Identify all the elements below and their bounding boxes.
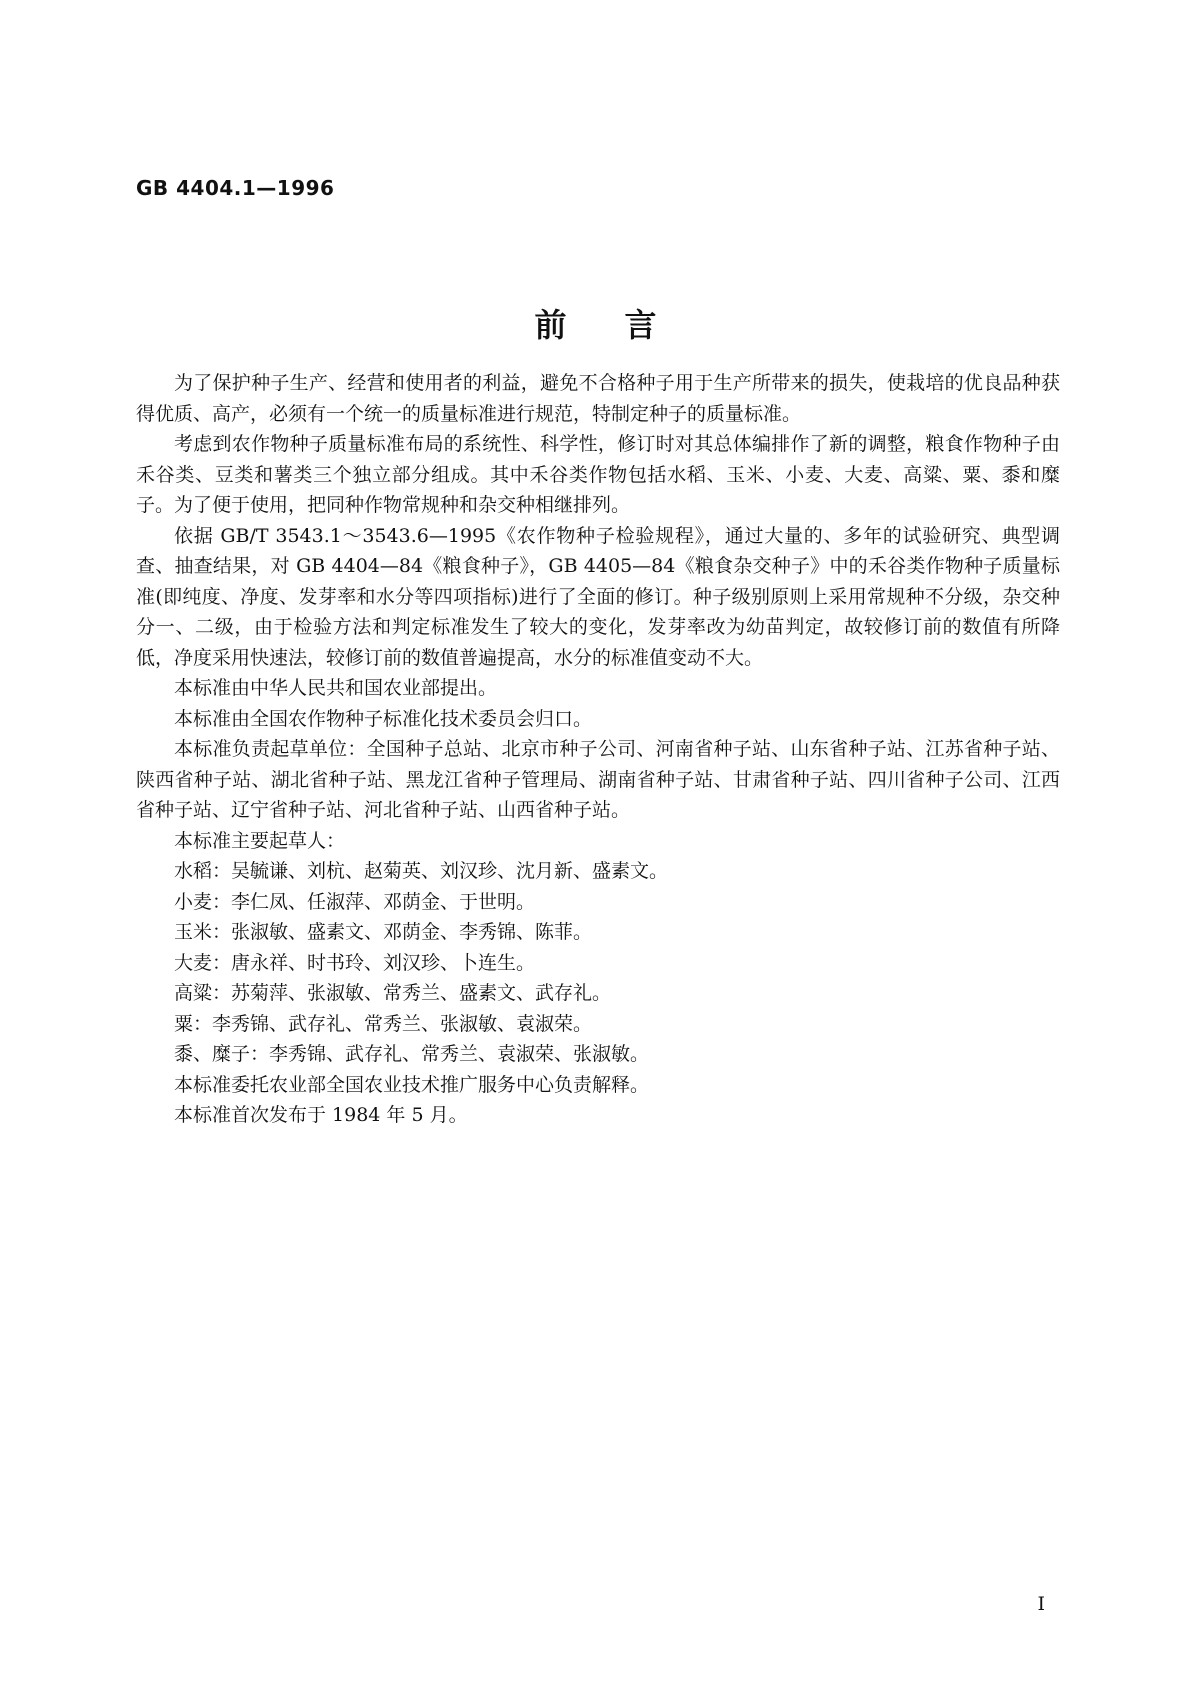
document-body (136, 368, 1060, 1131)
paragraph-purpose: 为了保护种子生产、经营和使用者的利益，避免不合格种子用于生产所带来的损失，使栽培的优良品种获得优质、高产，必须有一个统一的质量标准进行规范，特制定种子的质量标准。 (136, 372, 1060, 425)
paragraph-revision-basis: 依据 GB/T 3543.1～3543.6—1995《农作物种子检验规程》，通过大量的、多年的试验研究、典型调查、抽查结果，对 GB 4404—84《粮食种子》，GB 4405—84《粮食杂交种子》中的禾谷类作物种子质量标准(即纯度、净度、发芽率和水分等四项指标)进行了全面的修订。种子级别原则上采用常规种不分级，杂交种分一、二级，由于检验方法和判定标准发生了较大的变化，发芽率改为幼苗判定，故较修订前的数值有所降低，净度采用快速法，较修订前的数值普遍提高，水分的标准值变动不大。 (136, 524, 1060, 669)
page-title: 前言 (534, 306, 715, 344)
paragraph-interpretation: 本标准委托农业部全国农业技术推广服务中心负责解释。 (174, 1073, 650, 1096)
drafter-sorghum: 高粱：苏菊萍、张淑敏、常秀兰、盛素文、武存礼。 (174, 982, 612, 1004)
drafter-maize: 玉米：张淑敏、盛素文、邓荫金、李秀锦、陈菲。 (174, 921, 593, 943)
standard-number: GB 4404.1—1996 (136, 176, 335, 200)
paragraph-structure: 考虑到农作物种子质量标准布局的系统性、科学性，修订时对其总体编排作了新的调整，粮食作物种子由禾谷类、豆类和薯类三个独立部分组成。其中禾谷类作物包括水稻、玉米、小麦、大麦、高粱、粟、黍和糜子。为了便于使用，把同种作物常规种和杂交种相继排列。 (136, 433, 1060, 516)
paragraph-drafting-units: 本标准负责起草单位：全国种子总站、北京市种子公司、河南省种子站、山东省种子站、江苏省种子站、陕西省种子站、湖北省种子站、黑龙江省种子管理局、湖南省种子站、甘肃省种子站、四川省种子公司、江西省种子站、辽宁省种子站、河北省种子站、山西省种子站。 (136, 738, 1060, 821)
paragraph-proposer: 本标准由中华人民共和国农业部提出。 (174, 677, 498, 699)
paragraph-first-issue: 本标准首次发布于 1984 年 5 月。 (174, 1104, 468, 1126)
drafter-broomcorn-millet: 黍、糜子：李秀锦、武存礼、常秀兰、袁淑荣、张淑敏。 (174, 1043, 650, 1065)
drafters-list (136, 856, 1060, 1070)
paragraph-committee: 本标准由全国农作物种子标准化技术委员会归口。 (174, 707, 593, 730)
page-number: I (1037, 1593, 1045, 1615)
drafter-wheat: 小麦：李仁凤、任淑萍、邓荫金、于世明。 (174, 890, 536, 913)
paragraph-drafters-heading: 本标准主要起草人： (174, 829, 346, 852)
drafter-barley: 大麦：唐永祥、时书玲、刘汉珍、卜连生。 (174, 951, 536, 974)
drafter-rice: 水稻：吴毓谦、刘杭、赵菊英、刘汉珍、沈月新、盛素文。 (174, 860, 669, 882)
drafter-millet: 粟：李秀锦、武存礼、常秀兰、张淑敏、袁淑荣。 (174, 1012, 593, 1035)
